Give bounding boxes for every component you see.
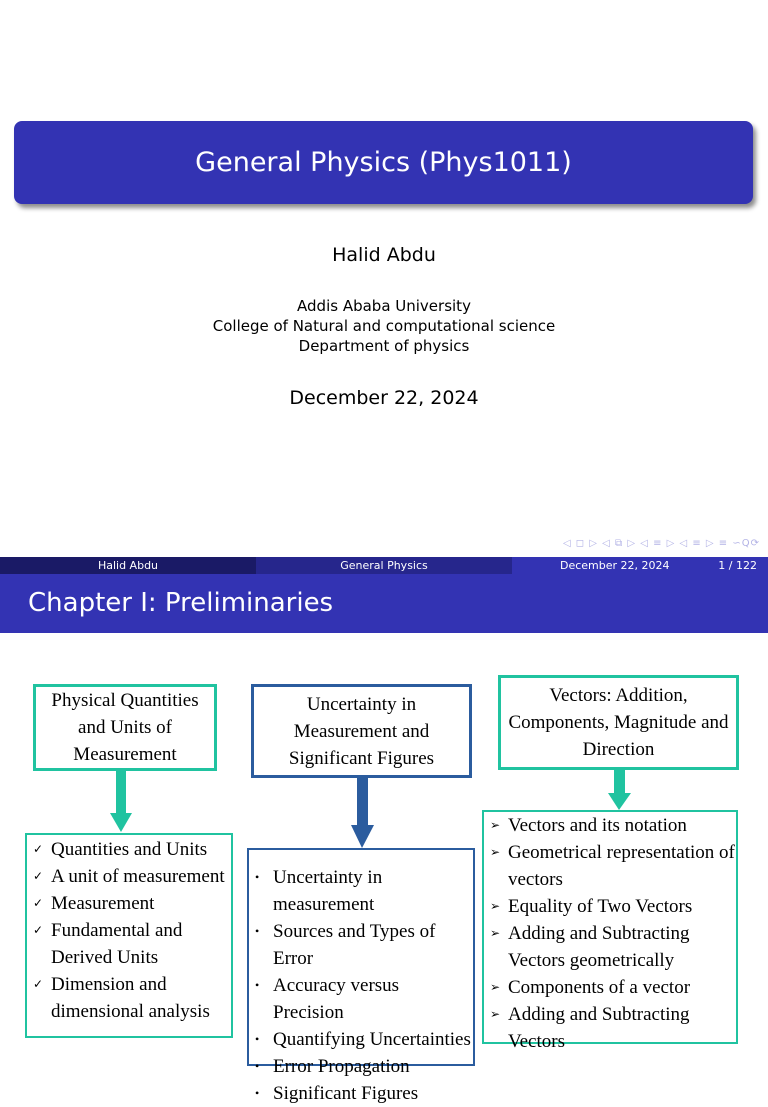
arrow-head-3 (608, 793, 631, 810)
check-bullet-icon: ✓ (33, 896, 44, 910)
check-bullet-icon: ✓ (33, 869, 44, 883)
list-item: • Uncertainty in measurement (249, 864, 473, 918)
institute-college: College of Natural and computational science (212, 317, 556, 335)
check-bullet-icon: ✓ (33, 977, 44, 991)
list-item: ➢ Geometrical representation of vectors (484, 839, 736, 893)
frame-title-bar (0, 574, 768, 633)
list-item: • Accuracy versus Precision (249, 972, 473, 1026)
arrow-bullet-icon: ➢ (490, 980, 501, 994)
dot-bullet-icon: • (255, 1086, 260, 1100)
presentation-title: General Physics (Phys1011) (14, 121, 753, 204)
dot-bullet-icon: • (255, 1032, 260, 1046)
list-box-quantities (25, 833, 233, 1038)
dot-bullet-icon: • (255, 870, 260, 884)
list-box-uncertainty (247, 848, 475, 1104)
footer-page-number: 1 / 122 (718, 559, 757, 572)
list-item: ➢ Adding and Subtracting Vectors geometrically (484, 920, 736, 974)
header-vectors-text: Vectors: Addition, Components, Magnitude and Direction (508, 685, 729, 760)
arrow-shaft-1 (116, 771, 126, 815)
list-item: • Quantifying Uncertainties (249, 1026, 473, 1053)
presentation-date: December 22, 2024 (289, 387, 479, 409)
arrow-shaft-2 (357, 775, 368, 827)
list-item: ✓ Measurement (27, 890, 231, 917)
arrow-bullet-icon: ➢ (490, 818, 501, 832)
header-box-uncertainty (251, 684, 472, 778)
list-item: ✓ Dimension and dimensional analysis (27, 971, 231, 1025)
footer-title: General Physics (256, 557, 512, 574)
list-item: ➢ Adding and Subtracting Vectors (484, 1001, 736, 1055)
footer-date: December 22, 2024 (560, 559, 670, 572)
arrow-head-1 (110, 813, 132, 832)
institute-university: Addis Ababa University (297, 297, 471, 315)
frame-title: Chapter I: Preliminaries (28, 588, 334, 618)
arrow-head-2 (351, 825, 374, 848)
header-box-quantities (33, 684, 217, 771)
arrow-shaft-3 (614, 768, 625, 796)
arrow-bullet-icon: ➢ (490, 899, 501, 913)
footer-author: Halid Abdu (0, 557, 256, 574)
author-name: Halid Abdu (332, 244, 436, 266)
list-item: • Significant Figures (249, 1080, 473, 1107)
beamer-navigation-icons[interactable]: ◁ ◻ ▷ ◁ ⧉ ▷ ◁ ≡ ▷ ◁ ≡ ▷ ≡ ∽Q⟳ (562, 538, 760, 549)
header-uncertainty-text: Uncertainty in Measurement and Significant Figures (288, 693, 435, 769)
footer-date-page (512, 557, 768, 574)
header-quantities-text: Physical Quantities and Units of Measurement (51, 690, 199, 765)
dot-bullet-icon: • (255, 978, 260, 992)
list-item: ➢ Vectors and its notation (484, 812, 736, 839)
header-box-vectors (498, 675, 739, 770)
list-item: ➢ Equality of Two Vectors (484, 893, 736, 920)
list-item: • Sources and Types of Error (249, 918, 473, 972)
arrow-bullet-icon: ➢ (490, 845, 501, 859)
institute-department: Department of physics (298, 337, 470, 355)
list-item: ✓ A unit of measurement (27, 863, 231, 890)
dot-bullet-icon: • (255, 924, 260, 938)
list-item: ➢ Components of a vector (484, 974, 736, 1001)
arrow-bullet-icon: ➢ (490, 1007, 501, 1021)
dot-bullet-icon: • (255, 1059, 260, 1073)
chapter-diagram (0, 633, 768, 1104)
institute-block (0, 296, 768, 356)
list-item: ✓ Quantities and Units (27, 836, 231, 863)
list-item: • Error Propagation (249, 1053, 473, 1080)
list-item: ✓ Fundamental and Derived Units (27, 917, 231, 971)
check-bullet-icon: ✓ (33, 923, 44, 937)
arrow-bullet-icon: ➢ (490, 926, 501, 940)
check-bullet-icon: ✓ (33, 842, 44, 856)
slide-footer (0, 557, 768, 574)
list-box-vectors (482, 810, 738, 1052)
